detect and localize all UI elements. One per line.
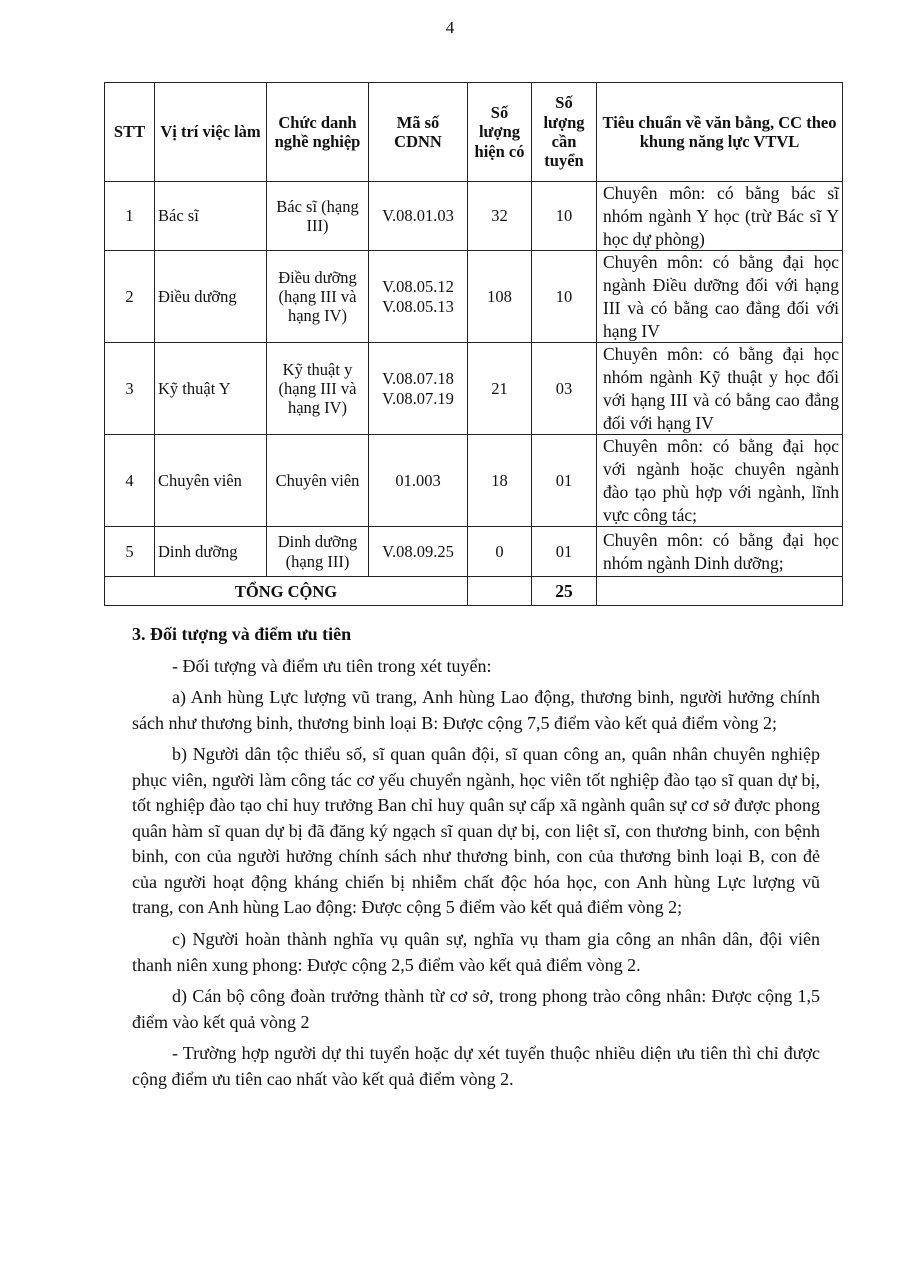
header-stt: STT [105,83,155,182]
cell-standard: Chuyên môn: có bằng bác sĩ nhóm ngành Y học (trừ Bác sĩ Y học dự phòng) [597,182,843,251]
cell-stt: 3 [105,343,155,435]
paragraph: - Trường hợp người dự thi tuyển hoặc dự xét tuyển thuộc nhiều diện ưu tiên thì chỉ được cộng điểm ưu tiên cao nhất vào kết quả điểm vòng 2. [132,1043,820,1089]
cell-stt: 4 [105,435,155,527]
cell-title: Dinh dưỡng (hạng III) [267,527,369,577]
header-current: Số lượng hiện có [468,83,532,182]
cell-title: Điều dưỡng (hạng III và hạng IV) [267,251,369,343]
total-current-empty [468,577,532,606]
cell-stt: 5 [105,527,155,577]
total-value: 25 [532,577,597,606]
cell-stt: 1 [105,182,155,251]
cell-standard: Chuyên môn: có bằng đại học với ngành hoặc chuyên ngành đào tạo phù hợp với ngành, lĩnh vực công tác; [597,435,843,527]
table-row [105,251,843,343]
cell-needed: 01 [532,435,597,527]
cell-standard: Chuyên môn: có bằng đại học ngành Điều dưỡng đối với hạng III và có bằng cao đẳng đối với hạng IV [597,251,843,343]
cell-code: V.08.07.18 V.08.07.19 [369,343,468,435]
cell-position: Điều dưỡng [155,251,267,343]
cell-position: Chuyên viên [155,435,267,527]
cell-title: Kỹ thuật y (hạng III và hạng IV) [267,343,369,435]
total-label: TỔNG CỘNG [105,577,468,606]
paragraph: a) Anh hùng Lực lượng vũ trang, Anh hùng Lao động, thương binh, người hưởng chính sách như thương binh, thương binh loại B: Được cộng 7,5 điểm vào kết quả điểm vòng 2; [132,687,820,733]
cell-needed: 10 [532,251,597,343]
header-code: Mã số CDNN [369,83,468,182]
page-number: 4 [445,18,455,37]
cell-standard: Chuyên môn: có bằng đại học nhóm ngành Kỹ thuật y học đối với hạng III và có bằng cao đẳng đối với hạng IV [597,343,843,435]
cell-stt: 2 [105,251,155,343]
cell-code: 01.003 [369,435,468,527]
total-standard-empty [597,577,843,606]
cell-needed: 03 [532,343,597,435]
cell-current: 108 [468,251,532,343]
table-row [105,527,843,577]
cell-needed: 10 [532,182,597,251]
cell-current: 0 [468,527,532,577]
cell-code: V.08.01.03 [369,182,468,251]
cell-code: V.08.05.12 V.08.05.13 [369,251,468,343]
cell-needed: 01 [532,527,597,577]
cell-title: Chuyên viên [267,435,369,527]
cell-position: Kỹ thuật Y [155,343,267,435]
header-needed: Số lượng cần tuyển [532,83,597,182]
section-title: 3. Đối tượng và điểm ưu tiên [132,624,352,644]
cell-current: 18 [468,435,532,527]
recruitment-table [104,82,843,606]
cell-position: Dinh dưỡng [155,527,267,577]
table-header-row [105,83,843,182]
table-row [105,435,843,527]
header-standard: Tiêu chuẩn về văn bằng, CC theo khung năng lực VTVL [597,83,843,182]
paragraph: c) Người hoàn thành nghĩa vụ quân sự, nghĩa vụ tham gia công an nhân dân, đội viên thanh niên xung phong: Được cộng 2,5 điểm vào kết quả điểm vòng 2. [132,929,820,975]
table-row [105,343,843,435]
paragraph: d) Cán bộ công đoàn trưởng thành từ cơ sở, trong phong trào công nhân: Được cộng 1,5 điểm vào kết quả vòng 2 [132,986,820,1032]
cell-standard: Chuyên môn: có bằng đại học nhóm ngành Dinh dưỡng; [597,527,843,577]
paragraph: - Đối tượng và điểm ưu tiên trong xét tuyển: [172,655,492,676]
cell-position: Bác sĩ [155,182,267,251]
cell-code: V.08.09.25 [369,527,468,577]
header-title: Chức danh nghề nghiệp [267,83,369,182]
cell-current: 21 [468,343,532,435]
table-total-row [105,577,843,606]
cell-current: 32 [468,182,532,251]
paragraph: b) Người dân tộc thiểu số, sĩ quan quân đội, sĩ quan công an, quân nhân chuyên nghiệp phục viên, người làm công tác cơ yếu chuyển ngành, học viên tốt nghiệp đào tạo sĩ quan dự bị, tốt nghiệp đào tạo chỉ huy trưởng Ban chỉ huy quân sự cấp xã ngành quân sự cơ sở được phong quân hàm sĩ quan dự bị đã đăng ký ngạch sĩ quan dự bị, con liệt sĩ, con thương binh, con bệnh binh, con của người hưởng chính sách như thương binh, con của thương binh loại B, con đẻ của người hoạt động kháng chiến bị nhiễm chất độc hóa học, con Anh hùng Lực lượng vũ trang, con Anh hùng Lao động: Được cộng 5 điểm vào kết quả điểm vòng 2; [132,744,820,918]
priority-section [132,622,820,1098]
header-position: Vị trí việc làm [155,83,267,182]
table-row [105,182,843,251]
cell-title: Bác sĩ (hạng III) [267,182,369,251]
